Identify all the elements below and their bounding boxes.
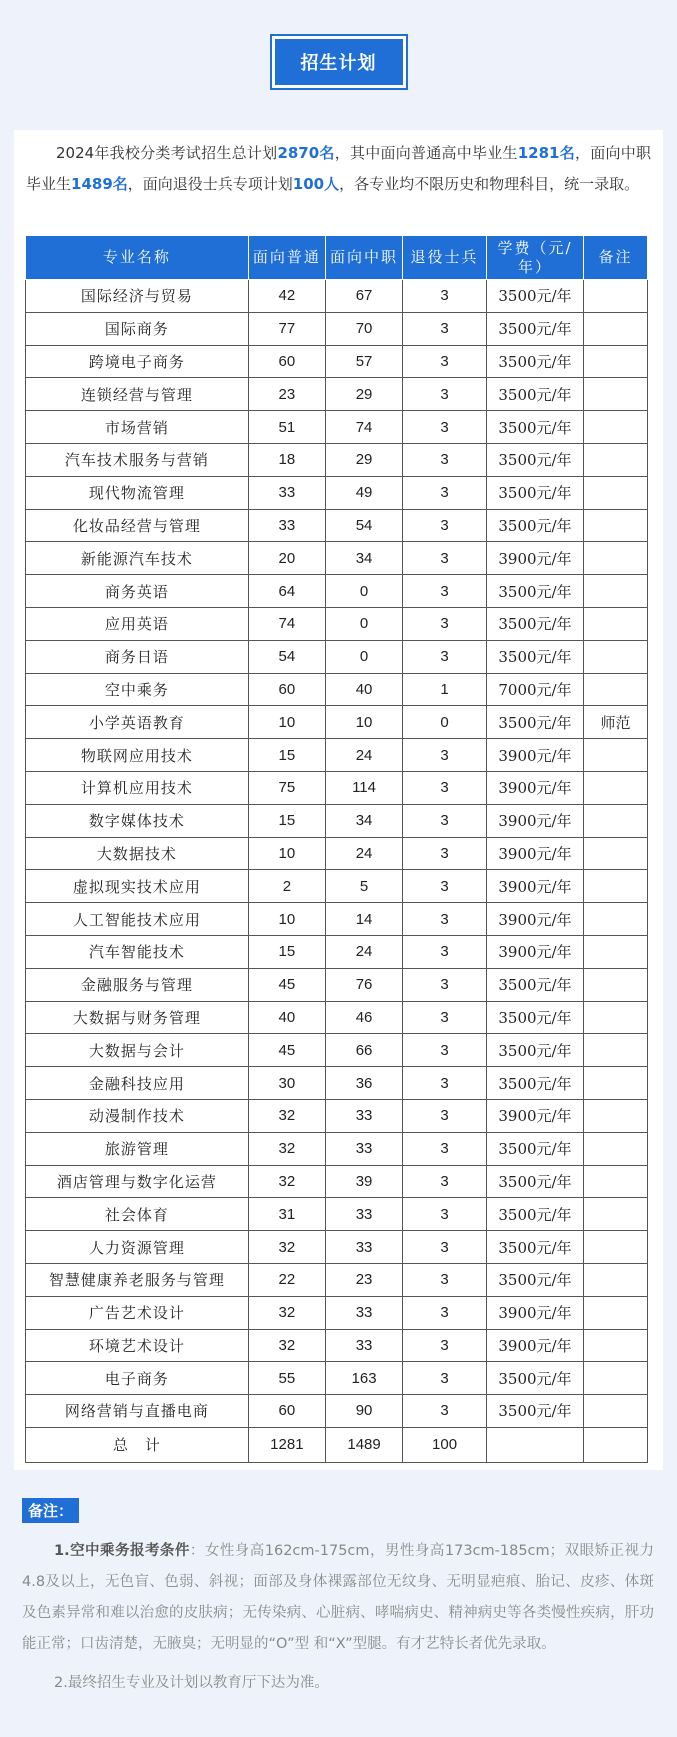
cell-name: 空中乘务 bbox=[26, 673, 249, 706]
table-row bbox=[26, 1067, 648, 1100]
cell-fee: 3900元/年 bbox=[486, 542, 583, 575]
cell-name: 金融科技应用 bbox=[26, 1067, 249, 1100]
cell-remark bbox=[584, 575, 648, 608]
cell-remark bbox=[584, 1427, 648, 1462]
cell-name: 市场营销 bbox=[26, 411, 249, 444]
table-body bbox=[26, 280, 648, 1463]
table-row bbox=[26, 1132, 648, 1165]
cell-vocational: 40 bbox=[325, 673, 402, 706]
cell-veterans: 3 bbox=[403, 837, 487, 870]
intro-total: 2870名 bbox=[277, 144, 335, 162]
cell-vocational: 33 bbox=[325, 1198, 402, 1231]
cell-general: 22 bbox=[248, 1263, 325, 1296]
cell-general: 60 bbox=[248, 1395, 325, 1428]
cell-name: 跨境电子商务 bbox=[26, 345, 249, 378]
cell-remark bbox=[584, 443, 648, 476]
intro-veterans: 100人 bbox=[292, 175, 340, 193]
cell-vocational: 163 bbox=[325, 1362, 402, 1395]
cell-remark bbox=[584, 804, 648, 837]
intro-text-3: ，面向中职毕业生 bbox=[26, 144, 651, 193]
cell-remark bbox=[584, 739, 648, 772]
cell-general: 77 bbox=[248, 312, 325, 345]
cell-fee: 3500元/年 bbox=[486, 312, 583, 345]
cell-general: 2 bbox=[248, 870, 325, 903]
cell-veterans: 0 bbox=[403, 706, 487, 739]
cell-fee: 3500元/年 bbox=[486, 1362, 583, 1395]
cell-fee: 3500元/年 bbox=[486, 706, 583, 739]
cell-veterans: 3 bbox=[403, 542, 487, 575]
cell-vocational: 114 bbox=[325, 771, 402, 804]
cell-fee: 3500元/年 bbox=[486, 1067, 583, 1100]
cell-vocational: 34 bbox=[325, 542, 402, 575]
title-wrap bbox=[0, 34, 677, 90]
cell-name: 汽车智能技术 bbox=[26, 935, 249, 968]
cell-vocational: 33 bbox=[325, 1132, 402, 1165]
intro-text-4: ，面向退役士兵专项计划 bbox=[127, 175, 293, 193]
table-row bbox=[26, 739, 648, 772]
cell-vocational: 10 bbox=[325, 706, 402, 739]
cell-general: 32 bbox=[248, 1165, 325, 1198]
cell-veterans: 3 bbox=[403, 509, 487, 542]
cell-name: 数字媒体技术 bbox=[26, 804, 249, 837]
table-row bbox=[26, 280, 648, 313]
cell-general: 40 bbox=[248, 1001, 325, 1034]
cell-vocational: 66 bbox=[325, 1034, 402, 1067]
cell-fee: 3900元/年 bbox=[486, 1099, 583, 1132]
cell-general: 15 bbox=[248, 739, 325, 772]
cell-veterans: 3 bbox=[403, 476, 487, 509]
cell-remark bbox=[584, 1132, 648, 1165]
cell-vocational: 57 bbox=[325, 345, 402, 378]
cell-name: 旅游管理 bbox=[26, 1132, 249, 1165]
cell-general: 55 bbox=[248, 1362, 325, 1395]
cell-vocational: 24 bbox=[325, 739, 402, 772]
cell-general: 31 bbox=[248, 1198, 325, 1231]
cell-veterans: 3 bbox=[403, 1263, 487, 1296]
cell-fee: 3900元/年 bbox=[486, 1329, 583, 1362]
cell-name: 智慧健康养老服务与管理 bbox=[26, 1263, 249, 1296]
cell-fee bbox=[486, 1427, 583, 1462]
cell-veterans: 3 bbox=[403, 935, 487, 968]
cell-vocational: 14 bbox=[325, 903, 402, 936]
cell-vocational: 67 bbox=[325, 280, 402, 313]
cell-vocational: 46 bbox=[325, 1001, 402, 1034]
cell-name: 动漫制作技术 bbox=[26, 1099, 249, 1132]
table-header-row bbox=[26, 236, 648, 280]
cell-vocational: 0 bbox=[325, 575, 402, 608]
cell-name: 现代物流管理 bbox=[26, 476, 249, 509]
cell-general: 32 bbox=[248, 1231, 325, 1264]
cell-remark bbox=[584, 1296, 648, 1329]
table-row bbox=[26, 1231, 648, 1264]
cell-general: 20 bbox=[248, 542, 325, 575]
cell-general: 74 bbox=[248, 607, 325, 640]
intro-paragraph bbox=[26, 138, 651, 200]
cell-general: 18 bbox=[248, 443, 325, 476]
cell-remark bbox=[584, 1034, 648, 1067]
cell-name: 电子商务 bbox=[26, 1362, 249, 1395]
cell-name: 商务日语 bbox=[26, 640, 249, 673]
cell-name: 总 计 bbox=[26, 1427, 249, 1462]
cell-name: 环境艺术设计 bbox=[26, 1329, 249, 1362]
cell-veterans: 3 bbox=[403, 345, 487, 378]
cell-veterans: 3 bbox=[403, 804, 487, 837]
intro-vocational: 1489名 bbox=[71, 175, 128, 193]
cell-remark bbox=[584, 411, 648, 444]
cell-veterans: 1 bbox=[403, 673, 487, 706]
table-row bbox=[26, 771, 648, 804]
cell-name: 物联网应用技术 bbox=[26, 739, 249, 772]
table-row bbox=[26, 1263, 648, 1296]
table-row bbox=[26, 804, 648, 837]
cell-vocational: 5 bbox=[325, 870, 402, 903]
header-fee: 学费（元/年） bbox=[486, 236, 583, 280]
cell-name: 广告艺术设计 bbox=[26, 1296, 249, 1329]
notes bbox=[22, 1536, 654, 1699]
cell-veterans: 3 bbox=[403, 1296, 487, 1329]
table-row bbox=[26, 312, 648, 345]
cell-general: 64 bbox=[248, 575, 325, 608]
cell-veterans: 3 bbox=[403, 411, 487, 444]
cell-veterans: 3 bbox=[403, 1001, 487, 1034]
cell-name: 金融服务与管理 bbox=[26, 968, 249, 1001]
cell-vocational: 29 bbox=[325, 378, 402, 411]
cell-fee: 3500元/年 bbox=[486, 1001, 583, 1034]
cell-general: 75 bbox=[248, 771, 325, 804]
table-row bbox=[26, 443, 648, 476]
cell-veterans: 3 bbox=[403, 1329, 487, 1362]
cell-vocational: 39 bbox=[325, 1165, 402, 1198]
intro-text-5: ，各专业均不限历史和物理科目，统一录取。 bbox=[339, 175, 640, 193]
cell-remark bbox=[584, 903, 648, 936]
cell-name: 人工智能技术应用 bbox=[26, 903, 249, 936]
cell-fee: 3900元/年 bbox=[486, 739, 583, 772]
table-row bbox=[26, 1329, 648, 1362]
cell-fee: 3500元/年 bbox=[486, 575, 583, 608]
table-row bbox=[26, 345, 648, 378]
note-1-title: 1.空中乘务报考条件 bbox=[54, 1543, 190, 1559]
cell-fee: 3900元/年 bbox=[486, 935, 583, 968]
cell-vocational: 34 bbox=[325, 804, 402, 837]
cell-remark: 师范 bbox=[584, 706, 648, 739]
intro-text-1: 2024年我校分类考试招生总计划 bbox=[56, 144, 278, 162]
cell-fee: 3500元/年 bbox=[486, 1034, 583, 1067]
cell-vocational: 49 bbox=[325, 476, 402, 509]
cell-fee: 3900元/年 bbox=[486, 804, 583, 837]
cell-name: 大数据与会计 bbox=[26, 1034, 249, 1067]
cell-remark bbox=[584, 771, 648, 804]
cell-veterans: 3 bbox=[403, 640, 487, 673]
cell-name: 化妆品经营与管理 bbox=[26, 509, 249, 542]
table-row bbox=[26, 1099, 648, 1132]
cell-remark bbox=[584, 345, 648, 378]
cell-fee: 3500元/年 bbox=[486, 640, 583, 673]
cell-remark bbox=[584, 542, 648, 575]
cell-general: 10 bbox=[248, 837, 325, 870]
cell-remark bbox=[584, 640, 648, 673]
table-row bbox=[26, 411, 648, 444]
intro-general: 1281名 bbox=[517, 144, 575, 162]
note-1 bbox=[22, 1536, 654, 1660]
cell-remark bbox=[584, 1329, 648, 1362]
cell-fee: 3500元/年 bbox=[486, 411, 583, 444]
cell-general: 33 bbox=[248, 476, 325, 509]
table-row bbox=[26, 1362, 648, 1395]
table-row bbox=[26, 542, 648, 575]
cell-remark bbox=[584, 968, 648, 1001]
cell-general: 30 bbox=[248, 1067, 325, 1100]
table-row bbox=[26, 640, 648, 673]
cell-remark bbox=[584, 837, 648, 870]
cell-name: 网络营销与直播电商 bbox=[26, 1395, 249, 1428]
cell-vocational: 0 bbox=[325, 607, 402, 640]
notes-label: 备注： bbox=[22, 1498, 79, 1523]
cell-remark bbox=[584, 1067, 648, 1100]
table-row bbox=[26, 1165, 648, 1198]
cell-fee: 3500元/年 bbox=[486, 1132, 583, 1165]
cell-general: 10 bbox=[248, 903, 325, 936]
table-row bbox=[26, 476, 648, 509]
cell-remark bbox=[584, 1263, 648, 1296]
cell-veterans: 3 bbox=[403, 312, 487, 345]
cell-remark bbox=[584, 607, 648, 640]
cell-fee: 3500元/年 bbox=[486, 1395, 583, 1428]
cell-general: 60 bbox=[248, 673, 325, 706]
cell-name: 社会体育 bbox=[26, 1198, 249, 1231]
cell-veterans: 3 bbox=[403, 1362, 487, 1395]
cell-remark bbox=[584, 673, 648, 706]
cell-remark bbox=[584, 935, 648, 968]
cell-vocational: 1489 bbox=[325, 1427, 402, 1462]
cell-general: 45 bbox=[248, 968, 325, 1001]
cell-veterans: 3 bbox=[403, 903, 487, 936]
table-row bbox=[26, 706, 648, 739]
table-row bbox=[26, 837, 648, 870]
table-row bbox=[26, 509, 648, 542]
cell-remark bbox=[584, 1362, 648, 1395]
cell-veterans: 3 bbox=[403, 575, 487, 608]
note-2: 2.最终招生专业及计划以教育厅下达为准。 bbox=[54, 1675, 329, 1691]
table-row bbox=[26, 1395, 648, 1428]
table-row bbox=[26, 968, 648, 1001]
cell-veterans: 100 bbox=[403, 1427, 487, 1462]
cell-vocational: 54 bbox=[325, 509, 402, 542]
cell-vocational: 33 bbox=[325, 1296, 402, 1329]
header-vocational: 面向中职 bbox=[325, 236, 402, 280]
cell-general: 32 bbox=[248, 1296, 325, 1329]
cell-general: 15 bbox=[248, 804, 325, 837]
table-row bbox=[26, 935, 648, 968]
intro-text-2: ，其中面向普通高中毕业生 bbox=[334, 144, 518, 162]
page-title: 招生计划 bbox=[275, 39, 403, 85]
cell-veterans: 3 bbox=[403, 378, 487, 411]
table-row bbox=[26, 903, 648, 936]
cell-vocational: 33 bbox=[325, 1329, 402, 1362]
cell-remark bbox=[584, 1198, 648, 1231]
table-row bbox=[26, 575, 648, 608]
cell-vocational: 76 bbox=[325, 968, 402, 1001]
cell-name: 酒店管理与数字化运营 bbox=[26, 1165, 249, 1198]
cell-veterans: 3 bbox=[403, 968, 487, 1001]
cell-vocational: 33 bbox=[325, 1231, 402, 1264]
cell-fee: 3500元/年 bbox=[486, 509, 583, 542]
cell-name: 新能源汽车技术 bbox=[26, 542, 249, 575]
cell-general: 60 bbox=[248, 345, 325, 378]
cell-fee: 3900元/年 bbox=[486, 903, 583, 936]
cell-remark bbox=[584, 1099, 648, 1132]
cell-remark bbox=[584, 509, 648, 542]
cell-veterans: 3 bbox=[403, 607, 487, 640]
cell-fee: 3500元/年 bbox=[486, 968, 583, 1001]
table-row bbox=[26, 1198, 648, 1231]
cell-veterans: 3 bbox=[403, 443, 487, 476]
cell-fee: 3500元/年 bbox=[486, 607, 583, 640]
enrollment-plan-table bbox=[25, 235, 648, 1463]
cell-fee: 3500元/年 bbox=[486, 378, 583, 411]
cell-fee: 3900元/年 bbox=[486, 771, 583, 804]
cell-general: 51 bbox=[248, 411, 325, 444]
cell-veterans: 3 bbox=[403, 1132, 487, 1165]
cell-veterans: 3 bbox=[403, 1034, 487, 1067]
cell-name: 人力资源管理 bbox=[26, 1231, 249, 1264]
cell-fee: 3500元/年 bbox=[486, 476, 583, 509]
cell-general: 32 bbox=[248, 1329, 325, 1362]
header-name: 专业名称 bbox=[26, 236, 249, 280]
table-row bbox=[26, 673, 648, 706]
cell-veterans: 3 bbox=[403, 1231, 487, 1264]
cell-vocational: 24 bbox=[325, 935, 402, 968]
cell-vocational: 24 bbox=[325, 837, 402, 870]
cell-fee: 7000元/年 bbox=[486, 673, 583, 706]
note-1-text: ：女性身高162cm-175cm，男性身高173cm-185cm；双眼矫正视力4.8及以上，无色盲、色弱、斜视；面部及身体裸露部位无纹身、无明显疤痕、胎记、皮疹、体斑及色素异常和难以治愈的皮肤病；无传染病、心脏病、哮喘病史、精神病史等各类慢性疾病，肝功能正常；口齿清楚，无腋臭；无明显的“O”型 和“X”型腿。有才艺特长者优先录取。 bbox=[22, 1543, 654, 1652]
cell-fee: 3500元/年 bbox=[486, 443, 583, 476]
cell-general: 32 bbox=[248, 1099, 325, 1132]
cell-remark bbox=[584, 870, 648, 903]
cell-name: 大数据技术 bbox=[26, 837, 249, 870]
cell-name: 计算机应用技术 bbox=[26, 771, 249, 804]
cell-general: 42 bbox=[248, 280, 325, 313]
cell-remark bbox=[584, 1395, 648, 1428]
cell-fee: 3900元/年 bbox=[486, 1296, 583, 1329]
cell-fee: 3500元/年 bbox=[486, 345, 583, 378]
cell-veterans: 3 bbox=[403, 1165, 487, 1198]
cell-vocational: 33 bbox=[325, 1099, 402, 1132]
cell-veterans: 3 bbox=[403, 1198, 487, 1231]
cell-general: 23 bbox=[248, 378, 325, 411]
cell-name: 连锁经营与管理 bbox=[26, 378, 249, 411]
cell-remark bbox=[584, 378, 648, 411]
cell-fee: 3500元/年 bbox=[486, 1165, 583, 1198]
cell-remark bbox=[584, 1001, 648, 1034]
cell-name: 汽车技术服务与营销 bbox=[26, 443, 249, 476]
cell-fee: 3500元/年 bbox=[486, 1198, 583, 1231]
cell-vocational: 70 bbox=[325, 312, 402, 345]
cell-remark bbox=[584, 312, 648, 345]
cell-veterans: 3 bbox=[403, 280, 487, 313]
cell-fee: 3900元/年 bbox=[486, 837, 583, 870]
title-box bbox=[270, 34, 408, 90]
cell-general: 33 bbox=[248, 509, 325, 542]
cell-remark bbox=[584, 1165, 648, 1198]
cell-vocational: 90 bbox=[325, 1395, 402, 1428]
cell-fee: 3900元/年 bbox=[486, 870, 583, 903]
cell-veterans: 3 bbox=[403, 1099, 487, 1132]
cell-veterans: 3 bbox=[403, 739, 487, 772]
header-veterans: 退役士兵 bbox=[403, 236, 487, 280]
cell-vocational: 0 bbox=[325, 640, 402, 673]
cell-name: 商务英语 bbox=[26, 575, 249, 608]
cell-general: 1281 bbox=[248, 1427, 325, 1462]
cell-name: 虚拟现实技术应用 bbox=[26, 870, 249, 903]
table-row bbox=[26, 1001, 648, 1034]
cell-general: 54 bbox=[248, 640, 325, 673]
cell-fee: 3500元/年 bbox=[486, 1231, 583, 1264]
cell-general: 15 bbox=[248, 935, 325, 968]
cell-name: 小学英语教育 bbox=[26, 706, 249, 739]
content-card bbox=[14, 130, 663, 1470]
cell-name: 国际商务 bbox=[26, 312, 249, 345]
table-row bbox=[26, 870, 648, 903]
header-remark: 备注 bbox=[584, 236, 648, 280]
cell-name: 国际经济与贸易 bbox=[26, 280, 249, 313]
cell-veterans: 3 bbox=[403, 870, 487, 903]
cell-vocational: 23 bbox=[325, 1263, 402, 1296]
cell-veterans: 3 bbox=[403, 771, 487, 804]
table-row bbox=[26, 1296, 648, 1329]
table-row bbox=[26, 607, 648, 640]
cell-fee: 3500元/年 bbox=[486, 280, 583, 313]
cell-remark bbox=[584, 280, 648, 313]
header-general: 面向普通 bbox=[248, 236, 325, 280]
cell-general: 10 bbox=[248, 706, 325, 739]
table-total-row bbox=[26, 1427, 648, 1462]
cell-vocational: 36 bbox=[325, 1067, 402, 1100]
cell-vocational: 29 bbox=[325, 443, 402, 476]
cell-remark bbox=[584, 476, 648, 509]
table-row bbox=[26, 378, 648, 411]
cell-vocational: 74 bbox=[325, 411, 402, 444]
cell-name: 大数据与财务管理 bbox=[26, 1001, 249, 1034]
table-row bbox=[26, 1034, 648, 1067]
cell-name: 应用英语 bbox=[26, 607, 249, 640]
cell-general: 32 bbox=[248, 1132, 325, 1165]
cell-general: 45 bbox=[248, 1034, 325, 1067]
cell-remark bbox=[584, 1231, 648, 1264]
cell-veterans: 3 bbox=[403, 1067, 487, 1100]
cell-veterans: 3 bbox=[403, 1395, 487, 1428]
cell-fee: 3500元/年 bbox=[486, 1263, 583, 1296]
